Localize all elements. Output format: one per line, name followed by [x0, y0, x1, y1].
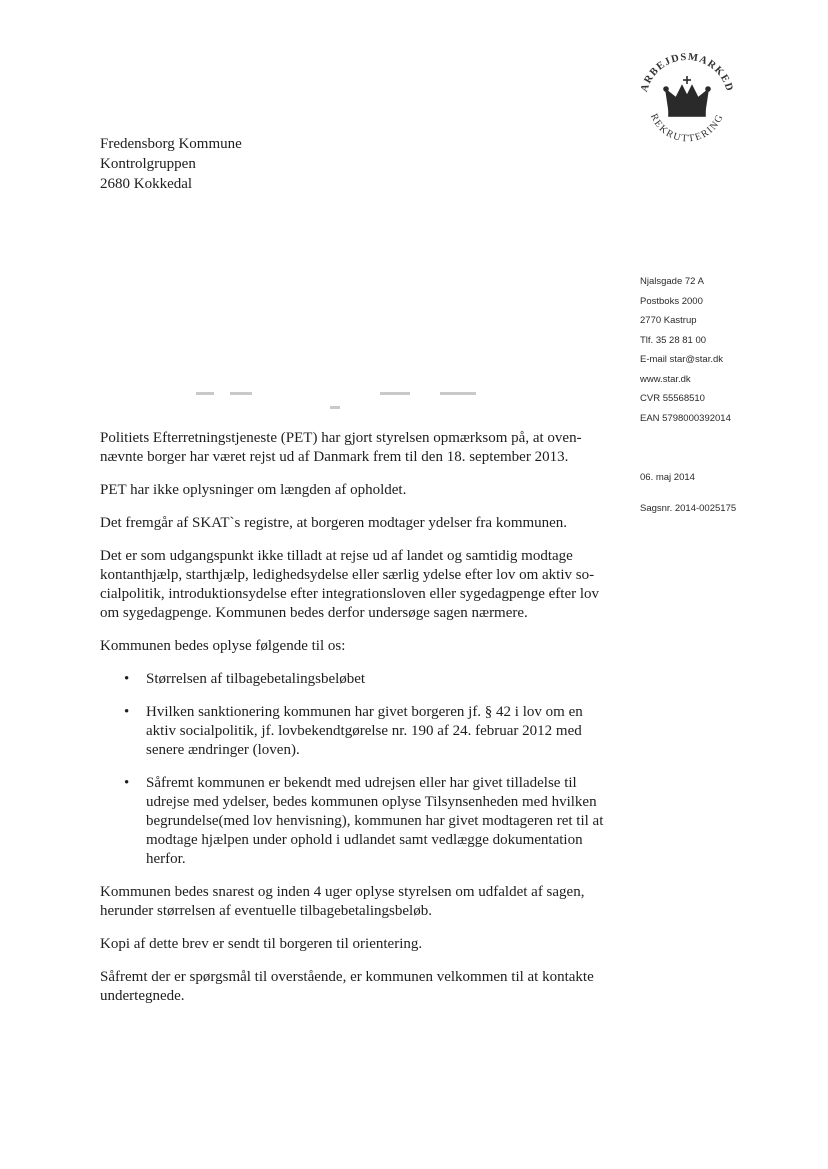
- list-item: [100, 670, 616, 689]
- body-paragraph-pet-notice: Politiets Efterretningstjeneste (PET) har gjort styrelsen opmærksom på, at oven-nævnte borger har været rejst ud af Danmark frem til den 18. september 2013.: [100, 430, 582, 465]
- body-paragraph-contact: Såfremt der er spørgsmål til overstående, er kommunen velkommen til at kontakte undertegnede.: [100, 969, 594, 1004]
- list-item-text: Såfremt kommunen er bekendt med udrejsen eller har givet tilladelse til udrejse med ydelser, bedes kommunen oplyse Tilsynsenheden med hvilken begrundelse(med lov henvisning), kommunen har givet modtageren ret til at modtage hjælpen under ophold i udlandet samt vedlægge dokumentation herfor.: [146, 775, 604, 867]
- sender-cvr: CVR 55568510: [640, 393, 705, 404]
- sender-pobox: Postboks 2000: [640, 295, 703, 307]
- sender-contact-block: [640, 272, 731, 428]
- list-item-text: Hvilken sanktionering kommunen har givet borgeren jf. § 42 i lov om en aktiv socialpolitik, jf. lovbekendtgørelse nr. 190 af 24. februar 2012 med senere ændringer (loven).: [146, 704, 583, 758]
- seal-top-text: ARBEJDSMARKED: [639, 51, 735, 94]
- bullet-icon: •: [124, 671, 130, 687]
- bullet-icon: •: [124, 775, 130, 791]
- redaction-mark: [380, 392, 410, 395]
- sender-email: E-mail star@star.dk: [640, 354, 724, 365]
- list-item-text: Størrelsen af tilbagebetalingsbeløbet: [146, 671, 366, 687]
- body-paragraph-copy: Kopi af dette brev er sendt til borgeren til orientering.: [100, 936, 423, 952]
- body-paragraph-rules: Det er som udgangspunkt ikke tilladt at rejse ud af landet og samtidig modtage kontanthjælp, starthjælp, ledighedsydelse eller særlig ydelse efter lov om aktiv so-cialpolitik, introduktionsydelse efter integrationsloven eller sygedagpenge efter lov om sygedagpenge. Kommunen bedes derfor undersøge sagen nærmere.: [100, 548, 600, 621]
- case-number: Sagsnr. 2014-0025175: [640, 503, 737, 514]
- sender-ean: EAN 5798000392014: [640, 412, 731, 424]
- list-item: [100, 774, 616, 869]
- sender-city: 2770 Kastrup: [640, 315, 697, 326]
- letter-body: [100, 429, 620, 1020]
- request-list: [100, 670, 620, 869]
- recipient-name: Fredensborg Kommune: [100, 136, 242, 152]
- crown-icon: [664, 76, 710, 116]
- seal-bottom-text: REKRUTTERING: [648, 112, 727, 145]
- letter-date: 06. maj 2014: [640, 472, 695, 483]
- body-paragraph-request: Kommunen bedes oplyse følgende til os:: [100, 638, 346, 654]
- body-paragraph-deadline: Kommunen bedes snarest og inden 4 uger oplyse styrelsen om udfaldet af sagen, herunder størrelsen af eventuelle tilbagebetalingsbeløb.: [100, 884, 585, 919]
- bullet-icon: •: [124, 704, 130, 720]
- redaction-mark: [330, 406, 340, 409]
- body-paragraph-skat: Det fremgår af SKAT`s registre, at borgeren modtager ydelser fra kommunen.: [100, 515, 568, 531]
- svg-text:REKRUTTERING: [648, 112, 726, 144]
- sender-street: Njalsgade 72 A: [640, 276, 704, 287]
- agency-crown-seal-logo: [632, 46, 742, 156]
- svg-text:ARBEJDSMARKED: [639, 52, 735, 94]
- recipient-city: 2680 Kokkedal: [100, 176, 193, 192]
- redaction-mark: [196, 392, 214, 395]
- recipient-address: [100, 134, 242, 194]
- recipient-department: Kontrolgruppen: [100, 156, 196, 172]
- body-paragraph-duration: PET har ikke oplysninger om længden af opholdet.: [100, 482, 407, 498]
- redaction-mark: [230, 392, 252, 395]
- sender-web: www.star.dk: [640, 373, 691, 385]
- list-item: [100, 703, 616, 760]
- sender-phone: Tlf. 35 28 81 00: [640, 334, 707, 346]
- redaction-mark: [440, 392, 476, 395]
